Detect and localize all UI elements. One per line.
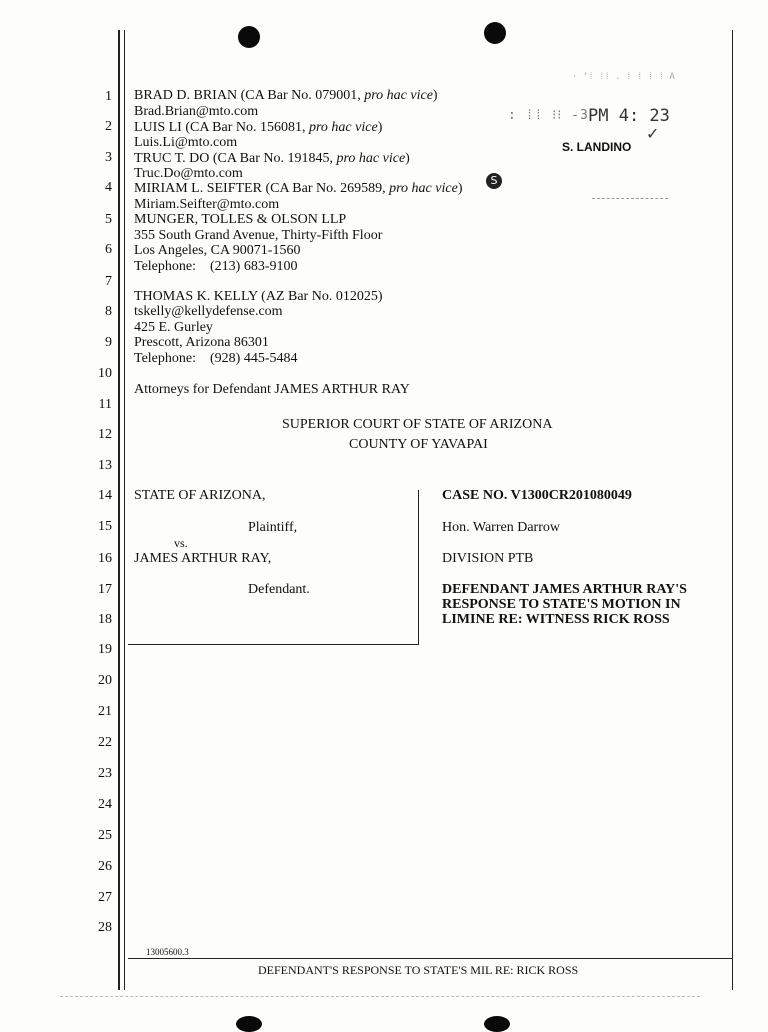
line-number: 28 xyxy=(98,920,112,935)
kelly-phone: Telephone: (928) 445-5484 xyxy=(134,351,298,366)
versus: vs. xyxy=(174,536,188,550)
kelly-address-1: 425 E. Gurley xyxy=(134,320,213,335)
defendant-label: Defendant. xyxy=(248,582,310,597)
filing-stamp-time: PM 4: 23 xyxy=(588,106,670,126)
line-number: 25 xyxy=(98,828,112,843)
division: DIVISION PTB xyxy=(442,551,534,566)
court-county: COUNTY OF YAVAPAI xyxy=(349,437,488,452)
caption-divider xyxy=(418,490,419,644)
line-number: 5 xyxy=(105,212,112,227)
plaintiff-label: Plaintiff, xyxy=(248,520,298,535)
attorney-do: TRUC T. DO (CA Bar No. 191845, pro hac vice) xyxy=(134,151,410,166)
clerk-name: S. LANDINO xyxy=(562,140,632,154)
attorneys-for: Attorneys for Defendant JAMES ARTHUR RAY xyxy=(134,382,410,397)
defendant-party: JAMES ARTHUR RAY, xyxy=(134,551,272,566)
document-title-3: LIMINE RE: WITNESS RICK ROSS xyxy=(442,612,670,627)
kelly-address-2: Prescott, Arizona 86301 xyxy=(134,335,269,350)
line-number: 26 xyxy=(98,859,112,874)
line-number: 14 xyxy=(98,488,112,503)
line-number: 9 xyxy=(105,335,112,350)
filer-mark-icon: S xyxy=(486,173,502,189)
line-number: 1 xyxy=(105,89,112,104)
line-number: 15 xyxy=(98,519,112,534)
line-number: 12 xyxy=(98,427,112,442)
firm-address-1: 355 South Grand Avenue, Thirty-Fifth Floor xyxy=(134,228,383,243)
hole-punch-bottom-left xyxy=(236,1016,262,1032)
line-number: 19 xyxy=(98,642,112,657)
line-number: 4 xyxy=(105,180,112,195)
attorney-kelly: THOMAS K. KELLY (AZ Bar No. 012025) xyxy=(134,289,383,304)
footer-rule xyxy=(128,958,732,959)
line-number: 16 xyxy=(98,551,112,566)
line-number: 6 xyxy=(105,242,112,257)
attorney-seifter-email: Miriam.Seifter@mto.com xyxy=(134,197,280,212)
line-number: 8 xyxy=(105,304,112,319)
hole-punch-left xyxy=(238,26,260,48)
line-number: 24 xyxy=(98,797,112,812)
firm-phone: Telephone: (213) 683-9100 xyxy=(134,259,298,274)
line-number: 22 xyxy=(98,735,112,750)
checkmark-icon: ✓ xyxy=(646,124,660,143)
left-margin-rule-outer xyxy=(118,30,120,990)
attorney-li: LUIS LI (CA Bar No. 156081, pro hac vice) xyxy=(134,120,383,135)
line-number: 17 xyxy=(98,582,112,597)
document-id: 13005600.3 xyxy=(146,947,189,957)
attorney-kelly-email: tskelly@kellydefense.com xyxy=(134,304,283,319)
left-margin-rule-inner xyxy=(124,30,125,990)
line-number: 20 xyxy=(98,673,112,688)
firm-name: MUNGER, TOLLES & OLSON LLP xyxy=(134,212,347,227)
line-number: 21 xyxy=(98,704,112,719)
hole-punch-right xyxy=(484,22,506,44)
firm-address-2: Los Angeles, CA 90071-1560 xyxy=(134,243,301,258)
line-number: 3 xyxy=(105,150,112,165)
plaintiff-party: STATE OF ARIZONA, xyxy=(134,488,266,503)
scan-bottom-edge xyxy=(60,996,700,997)
attorney-brian: BRAD D. BRIAN (CA Bar No. 079001, pro hac vice) xyxy=(134,88,438,103)
line-number: 27 xyxy=(98,890,112,905)
attorney-do-email: Truc.Do@mto.com xyxy=(134,166,243,181)
hole-punch-bottom-right xyxy=(484,1016,510,1032)
line-number: 2 xyxy=(105,119,112,134)
line-number: 10 xyxy=(98,366,112,381)
line-number: 13 xyxy=(98,458,112,473)
right-margin-rule xyxy=(732,30,733,990)
court-name: SUPERIOR COURT OF STATE OF ARIZONA xyxy=(282,417,553,432)
document-title-2: RESPONSE TO STATE'S MOTION IN xyxy=(442,597,681,612)
attorney-li-email: Luis.Li@mto.com xyxy=(134,135,238,150)
case-number: CASE NO. V1300CR201080049 xyxy=(442,488,632,503)
line-number: 18 xyxy=(98,612,112,627)
document-title-1: DEFENDANT JAMES ARTHUR RAY'S xyxy=(442,582,687,597)
line-number: 23 xyxy=(98,766,112,781)
attorney-seifter: MIRIAM L. SEIFTER (CA Bar No. 269589, pro hac vice) xyxy=(134,181,463,196)
attorney-brian-email: Brad.Brian@mto.com xyxy=(134,104,259,119)
judge-name: Hon. Warren Darrow xyxy=(442,520,560,535)
line-number: 11 xyxy=(98,397,112,412)
line-number: 7 xyxy=(105,274,112,289)
filing-stamp-noise: : ⁞⁞ ⁝⁝ -3 xyxy=(508,108,589,123)
footer-title: DEFENDANT'S RESPONSE TO STATE'S MIL RE: RICK ROSS xyxy=(258,963,579,977)
signature-line xyxy=(592,198,668,199)
caption-underline xyxy=(128,644,419,645)
stamp-faint-top: · ʼ⁞ ⁞⁞ . ⁞ ⁞ ⁞ ⁞ A xyxy=(572,72,675,82)
